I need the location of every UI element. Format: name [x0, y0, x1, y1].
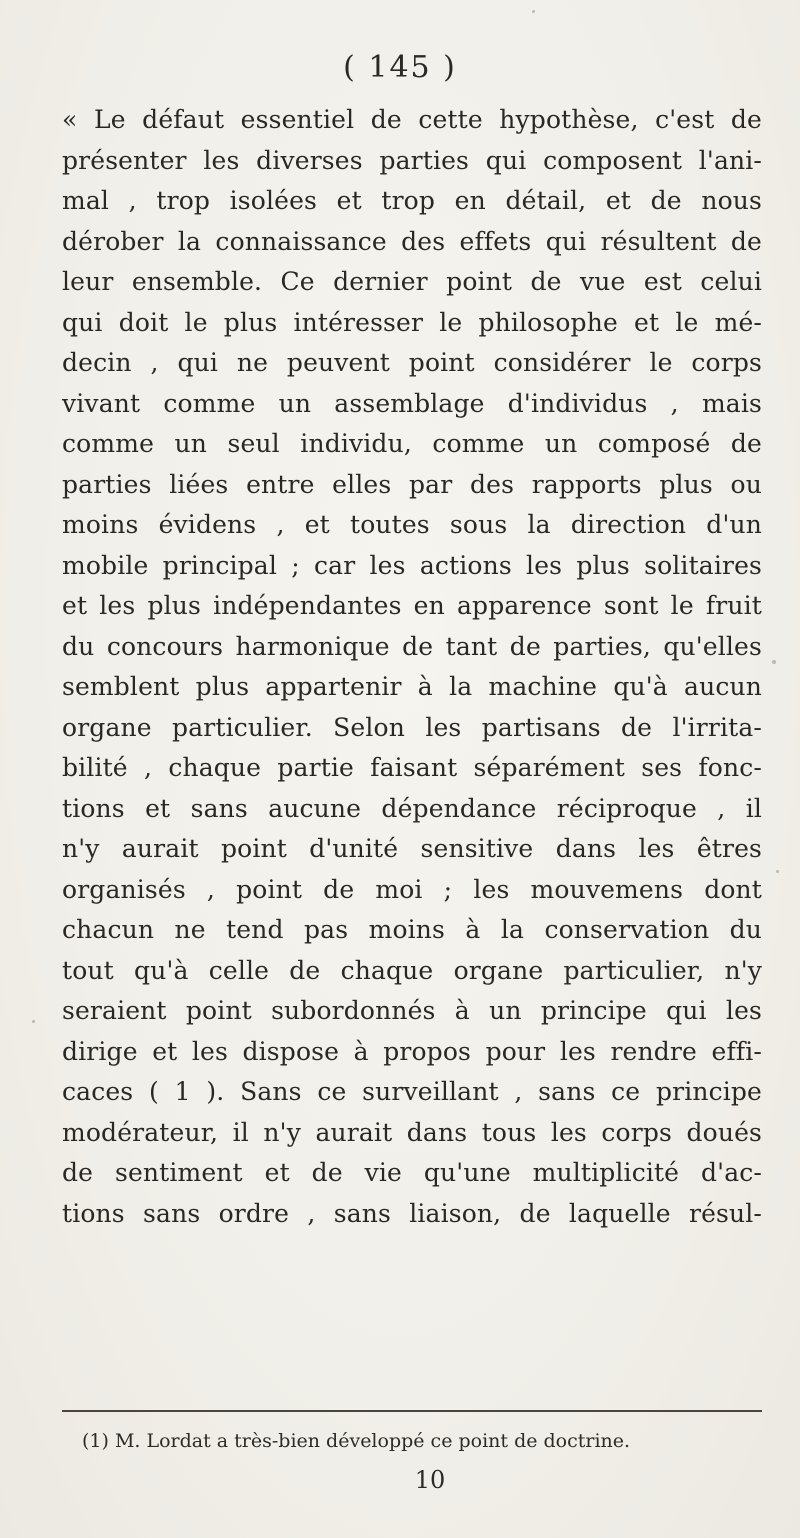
- text-line: caces ( 1 ). Sans ce surveillant , sans ce principe: [62, 1077, 762, 1106]
- text-line: tout qu'à celle de chaque organe particulier, n'y: [62, 955, 762, 985]
- paper-speck: [32, 1020, 35, 1023]
- text-line: « Le défaut essentiel de cette hypothèse, c'est de: [62, 105, 762, 134]
- text-line: comme un seul individu, comme un composé de: [62, 429, 762, 458]
- text-line: organe particulier. Selon les partisans de l'irrita-: [62, 712, 762, 742]
- text-line: semblent plus appartenir à la machine qu'à aucun: [62, 672, 762, 701]
- body-text: [62, 100, 762, 1234]
- text-line: vivant comme un assemblage d'individus , mais: [62, 388, 762, 418]
- text-line: leur ensemble. Ce dernier point de vue est celui: [62, 267, 762, 296]
- text-line: modérateur, il n'y aurait dans tous les corps doués: [62, 1117, 762, 1147]
- text-line: qui doit le plus intéresser le philosophe et le mé-: [62, 307, 762, 337]
- paper-speck: [772, 660, 776, 664]
- text-line: dirige et les dispose à propos pour les rendre effi-: [62, 1036, 762, 1066]
- text-line: du concours harmonique de tant de parties, qu'elles: [62, 631, 762, 661]
- text-line: dérober la connaissance des effets qui résultent de: [62, 226, 762, 256]
- text-line: n'y aurait point d'unité sensitive dans les êtres: [62, 834, 762, 863]
- text-line: tions et sans aucune dépendance réciproque , il: [62, 793, 762, 823]
- signature-mark: 10: [414, 1466, 446, 1494]
- text-line: decin , qui ne peuvent point considérer le corps: [62, 348, 762, 377]
- text-line: présenter les diverses parties qui composent l'ani-: [62, 145, 762, 175]
- text-line: mal , trop isolées et trop en détail, et de nous: [62, 186, 762, 215]
- text-line: et les plus indépendantes en apparence sont le fruit: [62, 591, 762, 620]
- paper-speck: [532, 10, 535, 13]
- text-line: parties liées entre elles par des rapports plus ou: [62, 469, 762, 499]
- footnote-rule: [62, 1410, 762, 1412]
- text-line: mobile principal ; car les actions les plus solitaires: [62, 550, 762, 580]
- text-line: chacun ne tend pas moins à la conservation du: [62, 915, 762, 944]
- text-line: tions sans ordre , sans liaison, de laquelle résul-: [62, 1198, 762, 1228]
- text-line: seraient point subordonnés à un principe qui les: [62, 996, 762, 1025]
- paper-speck: [776, 870, 779, 873]
- text-line: moins évidens , et toutes sous la direction d'un: [62, 510, 762, 539]
- footnote: (1) M. Lordat a très-bien développé ce point de doctrine.: [82, 1430, 631, 1452]
- text-line: de sentiment et de vie qu'une multiplicité d'ac-: [62, 1158, 762, 1187]
- text-line: bilité , chaque partie faisant séparément ses fonc-: [62, 753, 762, 782]
- page-number: ( 145 ): [343, 50, 457, 85]
- text-line: organisés , point de moi ; les mouvemens dont: [62, 874, 762, 904]
